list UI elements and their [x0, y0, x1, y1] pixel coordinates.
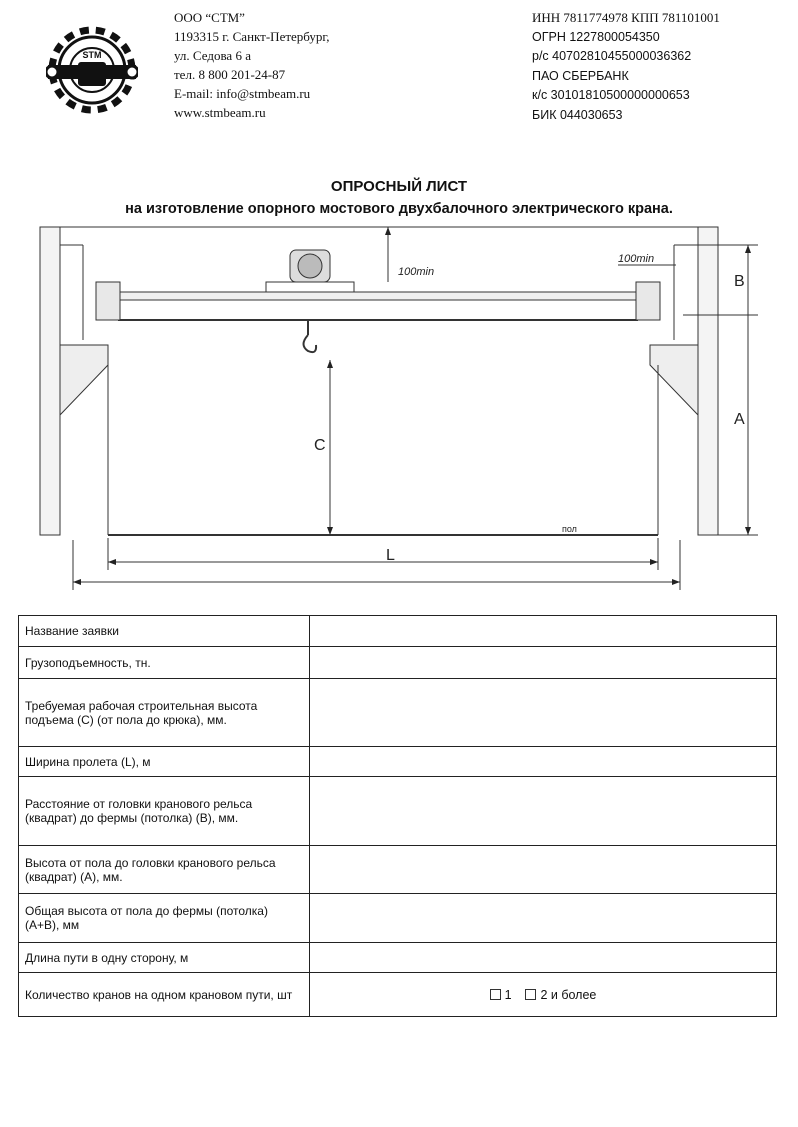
company-phone: тел. 8 800 201-24-87	[174, 67, 286, 82]
bridge-girder	[96, 292, 658, 300]
label-100min-center: 100min	[398, 266, 435, 278]
answer-cell[interactable]	[310, 846, 777, 894]
question-cell: Высота от пола до головки кранового рельса (квадрат) (А), мм.	[19, 846, 310, 894]
question-cell: Требуемая рабочая строительная высота подъема (С) (от пола до крюка), мм.	[19, 679, 310, 747]
bank-ks: к/с 30101810500000000653	[532, 88, 690, 102]
question-cell: Расстояние от головки кранового рельса (квадрат) до фермы (потолка) (В), мм.	[19, 777, 310, 846]
answer-cell[interactable]	[310, 679, 777, 747]
table-row	[19, 747, 777, 777]
answer-cell[interactable]	[310, 747, 777, 777]
bank-details	[532, 8, 720, 125]
company-email[interactable]: E-mail: info@stmbeam.ru	[174, 86, 311, 101]
table-row	[19, 846, 777, 894]
table-row	[19, 894, 777, 943]
label-c: C	[314, 437, 326, 454]
table-row	[19, 616, 777, 647]
bank-name: ПАО СБЕРБАНК	[532, 68, 629, 83]
question-cell: Общая высота от пола до фермы (потолка) (А+В), мм	[19, 894, 310, 943]
table-row	[19, 973, 777, 1017]
checkbox-option-2[interactable]	[525, 989, 536, 1000]
right-column	[698, 227, 718, 535]
question-cell: Грузоподъемность, тн.	[19, 647, 310, 679]
checkbox-option-1[interactable]	[490, 989, 501, 1000]
company-address: 1193315 г. Санкт-Петербург,	[174, 29, 330, 44]
label-floor: пол	[562, 524, 577, 534]
logo-text: STM	[82, 50, 102, 60]
label-100min-right: 100min	[618, 253, 655, 265]
bank-ogrn: ОГРН 1227800054350	[532, 29, 660, 44]
page-title: ОПРОСНЫЙ ЛИСТ	[330, 178, 468, 195]
question-cell: Название заявки	[19, 616, 310, 647]
question-cell: Длина пути в одну сторону, м	[19, 943, 310, 973]
right-bracket	[650, 345, 698, 415]
answer-cell[interactable]	[310, 943, 777, 973]
bank-inn: ИНН 7811774978 КПП 781101001	[532, 10, 720, 25]
page-subtitle: на изготовление опорного мостового двухбалочного электрического крана.	[125, 201, 673, 217]
crane-count-cell	[310, 973, 777, 1017]
company-info	[174, 8, 330, 122]
left-bracket	[60, 345, 108, 415]
label-a: A	[734, 411, 745, 428]
questionnaire-table	[18, 615, 777, 1017]
question-cell: Количество кранов на одном крановом пути, шт	[19, 973, 310, 1017]
trolley-frame	[266, 282, 354, 292]
answer-cell[interactable]	[310, 647, 777, 679]
company-street: ул. Седова 6 а	[174, 48, 251, 63]
left-end-truck	[96, 282, 120, 320]
table-row	[19, 679, 777, 747]
label-l: L	[386, 547, 395, 564]
table-row	[19, 647, 777, 679]
bank-rs: р/с 40702810455000036362	[532, 49, 692, 63]
hook	[304, 335, 317, 352]
answer-cell[interactable]	[310, 616, 777, 647]
right-end-truck	[636, 282, 660, 320]
crane-diagram	[28, 220, 778, 600]
company-website[interactable]: www.stmbeam.ru	[174, 105, 266, 120]
question-cell: Ширина пролета (L), м	[19, 747, 310, 777]
company-name: ООО “СТМ”	[174, 10, 245, 25]
table-row	[19, 943, 777, 973]
table-row	[19, 777, 777, 846]
option-1-label: 1	[504, 987, 512, 1002]
label-b: B	[734, 273, 745, 290]
bank-bik: БИК 044030653	[532, 107, 623, 122]
answer-cell[interactable]	[310, 894, 777, 943]
answer-cell[interactable]	[310, 777, 777, 846]
option-2-label: 2 и более	[540, 987, 597, 1002]
left-column	[40, 227, 60, 535]
company-logo	[46, 12, 138, 122]
